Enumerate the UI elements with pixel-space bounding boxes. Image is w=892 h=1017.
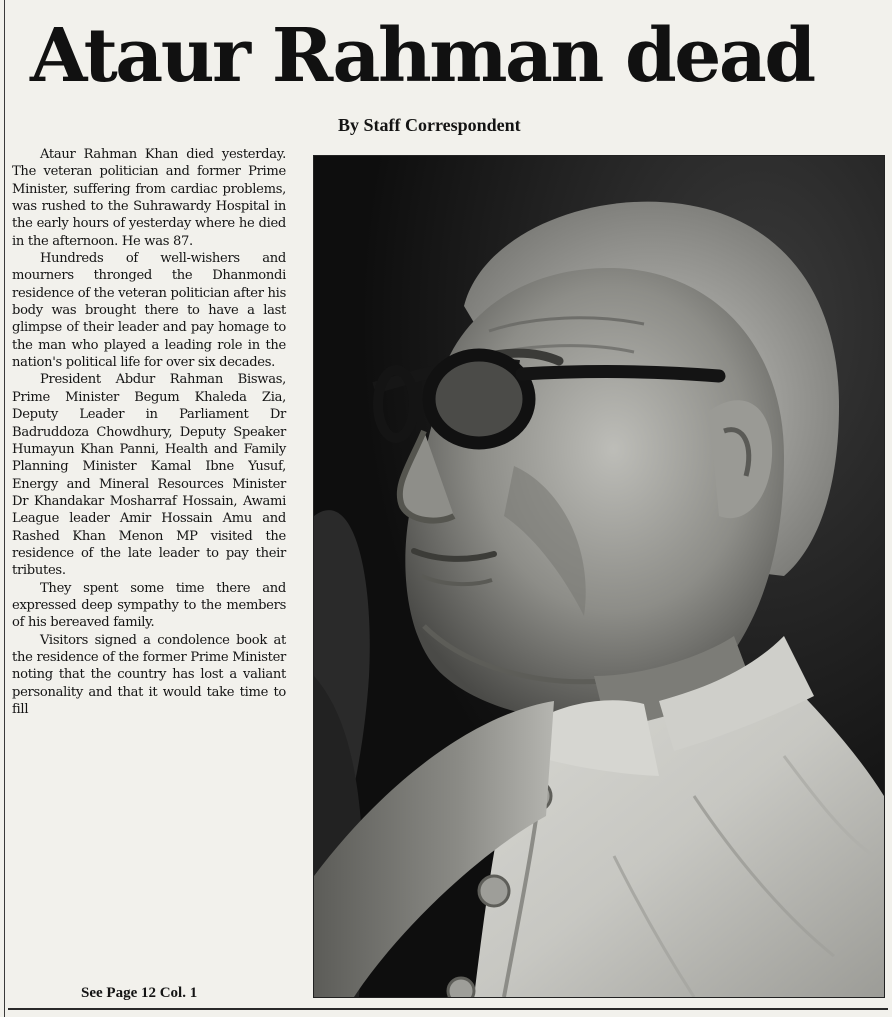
page-left-edge-rule	[4, 0, 5, 1017]
article-paragraph: Hundreds of well-wishers and mourners thronged the Dhanmondi residence of the veteran politician after his body was brought there to have a last glimpse of their leader and pay homage to the man who played a leading role in the nation's political life for over six decades.	[12, 251, 286, 371]
byline: By Staff Correspondent	[338, 115, 521, 135]
headline: Ataur Rahman dead	[30, 13, 814, 99]
bottom-rule	[8, 1008, 888, 1010]
continuation-jump-line: See Page 12 Col. 1	[81, 985, 198, 1001]
portrait-photo-drawing	[314, 156, 884, 997]
article-paragraph: Ataur Rahman Khan died yesterday. The veteran politician and former Prime Minister, suffering from cardiac problems, was rushed to the Suhrawardy Hospital in the early hours of yesterday where he died in the afternoon. He was 87.	[12, 147, 286, 249]
article-paragraph: Visitors signed a condolence book at the residence of the former Prime Minister noting that the country has lost a valiant personality and that it would take time to fill	[12, 632, 286, 717]
article-body-column	[12, 146, 286, 718]
portrait-photo	[313, 155, 885, 998]
article-paragraph: They spent some time there and expressed deep sympathy to the members of his bereaved family.	[12, 580, 286, 631]
article-paragraph: President Abdur Rahman Biswas, Prime Minister Begum Khaleda Zia, Deputy Leader in Parliament Dr Badruddoza Chowdhury, Deputy Speaker Humayun Khan Panni, Health and Family Planning Minister Kamal Ibne Yusuf, Energy and Mineral Resources Minister Dr Khandakar Mosharraf Hossain, Awami League leader Amir Hossain Amu and Rashed Khan Menon MP visited the residence of the late leader to pay their tributes.	[12, 372, 286, 579]
